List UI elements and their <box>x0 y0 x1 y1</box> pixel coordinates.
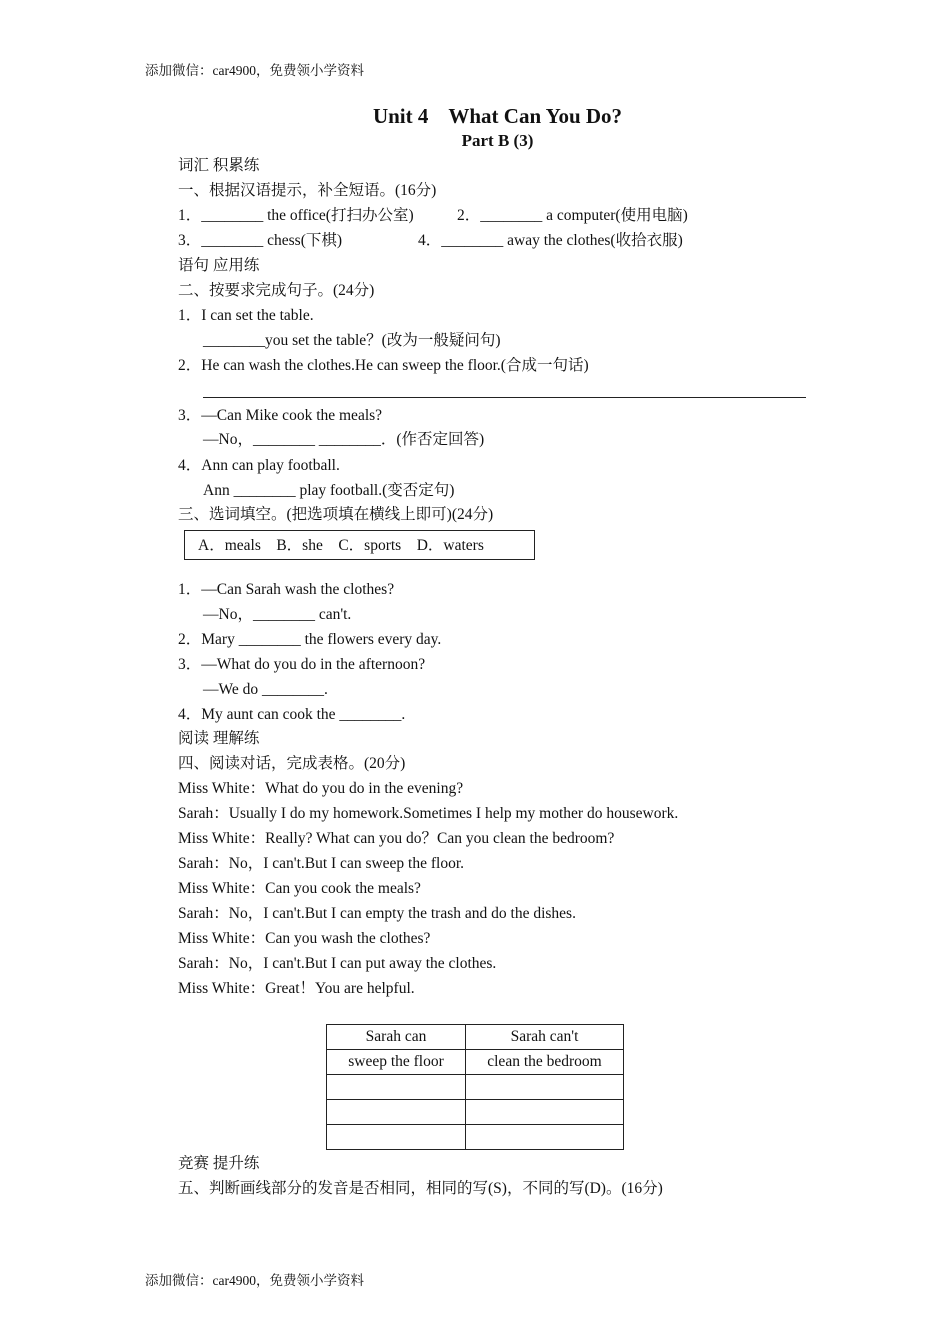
s3-question-1: 1．—Can Sarah wash the clothes? <box>178 581 395 598</box>
s1-item-2: 2．________ a computer(使用电脑) <box>457 207 688 224</box>
table-cell[interactable] <box>466 1075 624 1100</box>
s2-answer-4: Ann ________ play football.(变否定句) <box>203 482 455 499</box>
s2-question-2: 2．He can wash the clothes.He can sweep the floor.(合成一句话) <box>178 357 589 374</box>
s2-answer-1: ________you set the table？(改为一般疑问句) <box>203 332 501 349</box>
table-row <box>327 1100 624 1125</box>
answer-line <box>203 397 806 398</box>
s1-item-3: 3．________ chess(下棋) <box>178 232 343 249</box>
section3-heading: 三、选词填空。(把选项填在横线上即可)(24分) <box>178 506 494 523</box>
table-cell[interactable] <box>327 1100 466 1125</box>
s2-question-4: 4．Ann can play football. <box>178 457 340 474</box>
dialogue-line: Miss White：What do you do in the evening? <box>178 780 464 797</box>
s3-answer-1: —No，________ can't. <box>203 606 352 623</box>
unit-name: What Can You Do? <box>448 104 623 128</box>
page-title <box>0 104 950 128</box>
s2-answer-3: —No，________ ________．(作否定回答) <box>203 431 485 448</box>
section4-heading: 四、阅读对话，完成表格。(20分) <box>178 755 406 772</box>
header-note: 添加微信：car4900，免费领小学资料 <box>145 63 364 78</box>
dialogue-line: Sarah：Usually I do my homework.Sometimes I help my mother do housework. <box>178 805 679 822</box>
answer-table <box>326 1024 624 1150</box>
section5-heading: 五、判断画线部分的发音是否相同，相同的写(S)，不同的写(D)。(16分) <box>178 1180 663 1197</box>
s3-question-4: 4．My aunt can cook the ________. <box>178 706 406 723</box>
table-header-can: Sarah can <box>327 1025 466 1050</box>
footer-note: 添加微信：car4900，免费领小学资料 <box>145 1273 364 1288</box>
s3-question-3: 3．—What do you do in the afternoon? <box>178 656 426 673</box>
dialogue-line: Sarah：No，I can't.But I can empty the trash and do the dishes. <box>178 905 576 922</box>
section1-heading: 一、根据汉语提示，补全短语。(16分) <box>178 182 437 199</box>
dialogue-line: Miss White：Great！You are helpful. <box>178 980 415 997</box>
page-subtitle: Part B (3) <box>461 131 534 150</box>
table-cell[interactable] <box>466 1100 624 1125</box>
options-list: A．meals B．she C．sports D．waters <box>198 537 484 554</box>
table-cell[interactable] <box>327 1075 466 1100</box>
table-header-cant: Sarah can't <box>466 1025 624 1050</box>
options-box <box>184 530 535 560</box>
category-competition: 竞赛 提升练 <box>178 1155 260 1172</box>
table-cell[interactable] <box>327 1125 466 1150</box>
dialogue-line: Miss White：Can you wash the clothes? <box>178 930 431 947</box>
table-cell: sweep the floor <box>327 1050 466 1075</box>
s3-question-2: 2．Mary ________ the flowers every day. <box>178 631 442 648</box>
category-sentence: 语句 应用练 <box>178 257 260 274</box>
s1-item-1: 1．________ the office(打扫办公室) <box>178 207 414 224</box>
table-row <box>327 1075 624 1100</box>
table-cell: clean the bedroom <box>466 1050 624 1075</box>
section2-heading: 二、按要求完成句子。(24分) <box>178 282 375 299</box>
dialogue-line: Miss White：Can you cook the meals? <box>178 880 421 897</box>
dialogue-line: Sarah：No，I can't.But I can sweep the floor. <box>178 855 465 872</box>
table-header-row <box>327 1025 624 1050</box>
table-cell[interactable] <box>466 1125 624 1150</box>
s2-question-1: 1．I can set the table. <box>178 307 314 324</box>
dialogue-line: Sarah：No，I can't.But I can put away the clothes. <box>178 955 497 972</box>
category-vocab: 词汇 积累练 <box>178 157 260 174</box>
s1-item-4: 4．________ away the clothes(收拾衣服) <box>418 232 683 249</box>
dialogue-line: Miss White：Really? What can you do？Can you clean the bedroom? <box>178 830 615 847</box>
table-row <box>327 1125 624 1150</box>
s2-question-3: 3．—Can Mike cook the meals? <box>178 407 383 424</box>
unit-label: Unit 4 <box>372 104 429 128</box>
category-reading: 阅读 理解练 <box>178 730 260 747</box>
table-row <box>327 1050 624 1075</box>
s3-answer-3: —We do ________. <box>203 681 328 698</box>
